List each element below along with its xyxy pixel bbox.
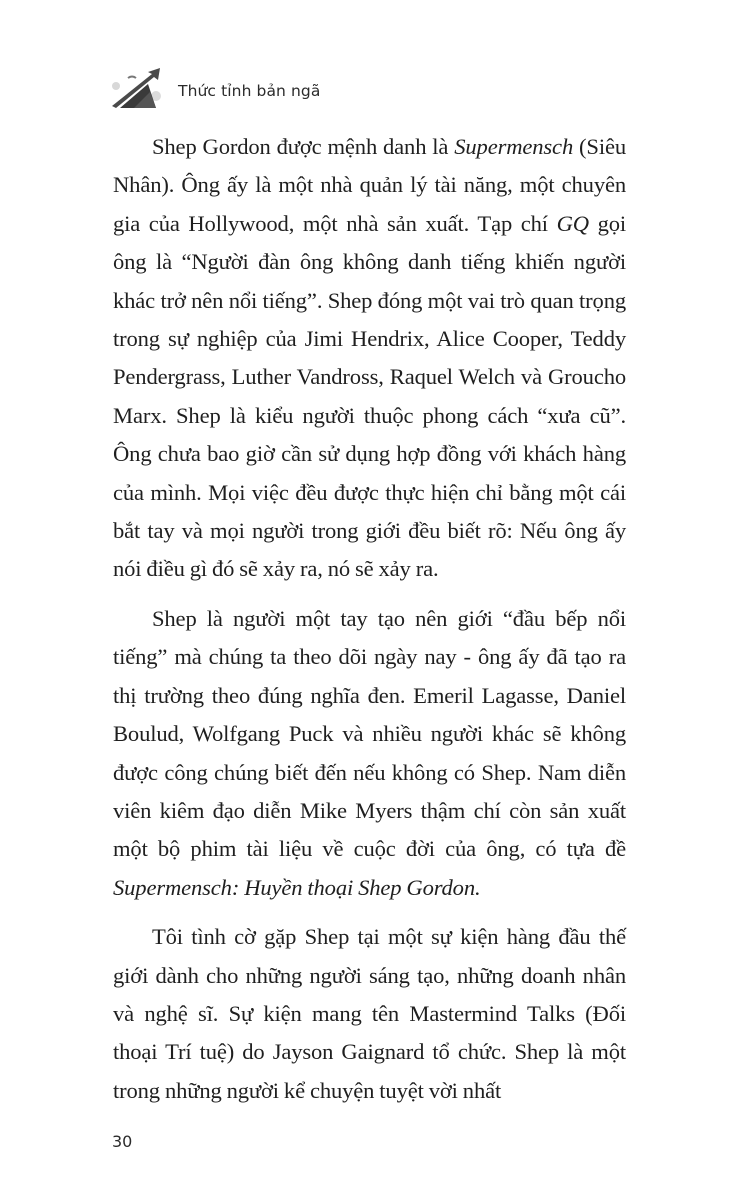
body-text <box>113 128 626 1110</box>
running-title: Thức tỉnh bản ngã <box>178 82 321 100</box>
page-number: 30 <box>112 1132 133 1152</box>
paragraph-1 <box>113 128 626 589</box>
text-run: (Siêu Nhân). Ông ấy là một nhà quản lý tài năng, một chuyên gia của Hollywood, một nhà sản xuất. Tạp chí <box>113 134 626 236</box>
paragraph-3 <box>113 918 626 1110</box>
text-run: Shep Gordon được mệnh danh là <box>152 134 455 159</box>
text-run: Tôi tình cờ gặp Shep tại một sự kiện hàng đầu thế giới dành cho những người sáng tạo, những doanh nhân và nghệ sĩ. Sự kiện mang tên Mastermind Talks (Đối thoại Trí tuệ) do Jayson Gaignard tổ chức. Shep là một trong những người kể chuyện tuyệt vời nhất <box>113 924 626 1103</box>
mountain-arrow-logo-icon <box>104 66 166 110</box>
italic-magazine-name: GQ <box>556 210 589 236</box>
text-run: Shep là người một tay tạo nên giới “đầu bếp nổi tiếng” mà chúng ta theo dõi ngày nay - ông ấy đã tạo ra thị trường theo đúng nghĩa đen. Emeril Lagasse, Daniel Boulud, Wolfgang Puck và nhiều người khác sẽ không được công chúng biết đến nếu không có Shep. Nam diễn viên kiêm đạo diễn Mike Myers thậm chí còn sản xuất một bộ phim tài liệu về cuộc đời của ông, có tựa đề <box>113 605 626 862</box>
text-run: gọi ông là “Người đàn ông không danh tiếng khiến người khác trở nên nổi tiếng”. Shep đóng một vai trò quan trọng trong sự nghiệp của Jimi Hendrix, Alice Cooper, Teddy Pendergrass, Luther Vandross, Raquel Welch và Groucho Marx. Shep là kiểu người thuộc phong cách “xưa cũ”. Ông chưa bao giờ cần sử dụng hợp đồng với khách hàng của mình. Mọi việc đều được thực hiện chỉ bằng một cái bắt tay và mọi người trong giới đều biết rõ: Nếu ông ấy nói điều gì đó sẽ xảy ra, nó sẽ xảy ra. <box>113 210 627 582</box>
running-header <box>104 66 748 110</box>
italic-title: Supermensch <box>454 134 574 159</box>
paragraph-2 <box>113 600 626 907</box>
italic-film-title: Supermensch: Huyền thoại Shep Gordon. <box>113 874 481 900</box>
